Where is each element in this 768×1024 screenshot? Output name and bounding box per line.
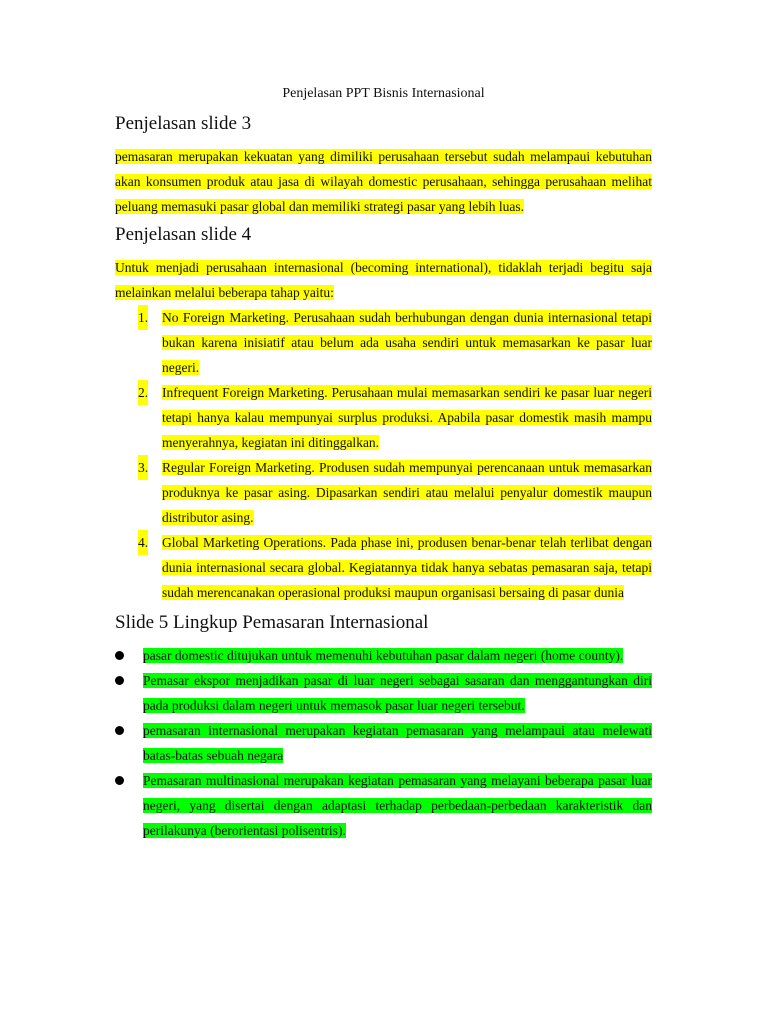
list-number: 2. <box>138 380 148 405</box>
bullet-text: pasar domestic ditujukan untuk memenuhi kebutuhan pasar dalam negeri (home county). <box>143 648 624 663</box>
section-slide-4 <box>115 223 652 605</box>
list-item <box>115 455 652 530</box>
slide-3-text: pemasaran merupakan kekuatan yang dimiliki perusahaan tersebut sudah melampaui kebutuhan akan konsumen produk atau jasa di wilayah domestic perusahaan, sehingga perusahaan melihat peluang memasuki pasar global dan memiliki strategi pasar yang lebih luas. <box>115 149 652 214</box>
slide-3-paragraph <box>115 144 652 219</box>
list-item <box>115 718 652 768</box>
bullet-text: pemasaran internasional merupakan kegiatan pemasaran yang melampaui atau melewati batas-batas sebuah negara <box>143 723 652 763</box>
list-item-text: Global Marketing Operations. Pada phase ini, produsen benar-benar telah terlibat dengan dunia internasional secara global. Kegiatannya tidak hanya sebatas pemasaran saja, tetapi sudah merencanakan operasional produksi maupun organisasi bersaing di pasar dunia <box>162 535 652 600</box>
list-item <box>115 643 652 668</box>
scope-bullet-list <box>115 643 652 843</box>
bullet-text: Pemasaran multinasional merupakan kegiatan pemasaran yang melayani beberapa pasar luar negeri, yang disertai dengan adaptasi terhadap perbedaan-perbedaan karakteristik dan perilakunya (berorientasi polisentris). <box>143 773 652 838</box>
heading-slide-5: Slide 5 Lingkup Pemasaran Internasional <box>115 612 429 633</box>
list-number: 1. <box>138 305 148 330</box>
bullet-icon <box>115 651 124 660</box>
bullet-icon <box>115 676 124 685</box>
slide-4-intro-text: Untuk menjadi perusahaan internasional (becoming international), tidaklah terjadi begitu saja melainkan melalui beberapa tahap yaitu: <box>115 260 652 300</box>
slide-4-intro <box>115 255 652 305</box>
heading-slide-3: Penjelasan slide 3 <box>115 113 252 134</box>
document-title: Penjelasan PPT Bisnis Internasional <box>282 86 485 101</box>
list-item <box>115 668 652 718</box>
list-number: 4. <box>138 530 148 555</box>
list-item <box>115 768 652 843</box>
list-item <box>115 305 652 380</box>
bullet-text: Pemasar ekspor menjadikan pasar di luar negeri sebagai sasaran dan menggantungkan diri pada produksi dalam negeri untuk memasok pasar luar negeri tersebut. <box>143 673 652 713</box>
list-item-text: Regular Foreign Marketing. Produsen sudah mempunyai perencanaan untuk memasarkan produknya ke pasar asing. Dipasarkan sendiri atau melalui penyalur domestik maupun distributor asing. <box>162 460 652 525</box>
list-item-text: No Foreign Marketing. Perusahaan sudah berhubungan dengan dunia internasional tetapi bukan karena inisiatif atau belum ada usaha sendiri untuk memasarkan ke pasar luar negeri. <box>162 310 652 375</box>
list-item-text: Infrequent Foreign Marketing. Perusahaan mulai memasarkan sendiri ke pasar luar negeri tetapi hanya kalau mempunyai surplus produksi. Apabila pasar domestik masih mampu menyerahnya, kegiatan ini ditinggalkan. <box>162 385 652 450</box>
list-number: 3. <box>138 455 148 480</box>
document-page <box>115 84 652 843</box>
heading-slide-4: Penjelasan slide 4 <box>115 224 252 245</box>
bullet-icon <box>115 726 124 735</box>
section-slide-3 <box>115 112 652 219</box>
stages-list <box>115 305 652 605</box>
list-item <box>115 380 652 455</box>
section-slide-5 <box>115 611 652 843</box>
list-item <box>115 530 652 605</box>
bullet-icon <box>115 776 124 785</box>
